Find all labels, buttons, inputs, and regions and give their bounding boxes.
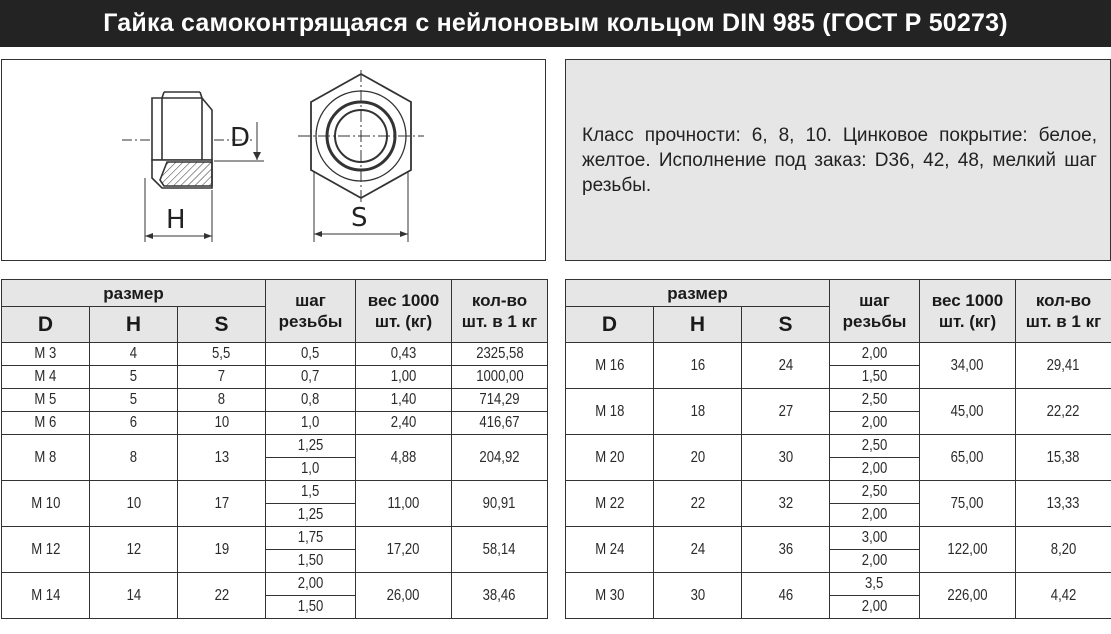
cell-d: М 6: [2, 412, 90, 435]
table-row: [566, 527, 1111, 550]
cell-s: 17: [178, 481, 266, 527]
cell-s: 22: [178, 573, 266, 619]
table-row: [2, 389, 548, 412]
count-header: кол-во шт. в 1 кг: [1016, 280, 1111, 343]
h-header: H: [654, 307, 742, 343]
cell-count: 29,41: [1016, 343, 1111, 389]
cell-weight: 4,88: [356, 435, 452, 481]
cell-weight: 122,00: [920, 527, 1016, 573]
side-view: [122, 92, 264, 242]
info-text: Класс прочности: 6, 8, 10. Цинковое покрытие: белое, желтое. Исполнение под заказ: D36, 42, 48, мелкий шаг резьбы.: [582, 125, 1097, 196]
table-row: [566, 573, 1111, 596]
cell-count: 38,46: [452, 573, 548, 619]
nut-drawing: [1, 59, 546, 261]
cell-s: 19: [178, 527, 266, 573]
cell-weight: 75,00: [920, 481, 1016, 527]
cell-weight: 26,00: [356, 573, 452, 619]
cell-count: 204,92: [452, 435, 548, 481]
cell-s: 36: [742, 527, 830, 573]
cell-pitch: 1,50: [266, 550, 356, 573]
cell-d: М 22: [566, 481, 654, 527]
cell-h: 30: [654, 573, 742, 619]
table-row: [566, 343, 1111, 366]
cell-weight: 65,00: [920, 435, 1016, 481]
spec-table-left: [1, 279, 548, 619]
cell-pitch: 2,00: [830, 550, 920, 573]
cell-d: М 3: [2, 343, 90, 366]
cell-pitch: 2,00: [830, 458, 920, 481]
pitch-header: шаг резьбы: [830, 280, 920, 343]
cell-count: 15,38: [1016, 435, 1111, 481]
cell-d: М 16: [566, 343, 654, 389]
table-row: [566, 435, 1111, 458]
cell-pitch: 0,7: [266, 366, 356, 389]
cell-s: 10: [178, 412, 266, 435]
spec-table-right: [565, 279, 1111, 619]
cell-h: 20: [654, 435, 742, 481]
cell-weight: 1,40: [356, 389, 452, 412]
cell-count: 13,33: [1016, 481, 1111, 527]
table-row: [2, 573, 548, 596]
table-row: [566, 389, 1111, 412]
cell-count: 8,20: [1016, 527, 1111, 573]
cell-s: 7: [178, 366, 266, 389]
cell-pitch: 2,00: [830, 596, 920, 619]
cell-s: 32: [742, 481, 830, 527]
table-header: [566, 280, 1111, 343]
weight-header: вес 1000 шт. (кг): [920, 280, 1016, 343]
size-header: размер: [2, 280, 266, 307]
cell-d: М 5: [2, 389, 90, 412]
size-header: размер: [566, 280, 830, 307]
table-row: [2, 366, 548, 389]
table-row: [2, 435, 548, 458]
cell-d: М 12: [2, 527, 90, 573]
table-row: [2, 412, 548, 435]
cell-s: 8: [178, 389, 266, 412]
cell-h: 8: [90, 435, 178, 481]
count-header: кол-во шт. в 1 кг: [452, 280, 548, 343]
table-body: [2, 343, 548, 619]
cell-weight: 45,00: [920, 389, 1016, 435]
cell-pitch: 0,5: [266, 343, 356, 366]
cell-d: М 8: [2, 435, 90, 481]
cell-h: 16: [654, 343, 742, 389]
label-h: H: [166, 205, 186, 235]
table-header: [2, 280, 548, 343]
table-body: [566, 343, 1111, 619]
info-panel: [565, 59, 1111, 261]
cell-pitch: 2,00: [830, 343, 920, 366]
cell-weight: 0,43: [356, 343, 452, 366]
cell-pitch: 1,0: [266, 412, 356, 435]
pitch-header: шаг резьбы: [266, 280, 356, 343]
cell-h: 14: [90, 573, 178, 619]
cell-d: М 18: [566, 389, 654, 435]
cell-pitch: 2,00: [830, 412, 920, 435]
cell-h: 22: [654, 481, 742, 527]
h-header: H: [90, 307, 178, 343]
cell-s: 5,5: [178, 343, 266, 366]
table-row: [2, 527, 548, 550]
cell-pitch: 1,25: [266, 504, 356, 527]
table-row: [2, 481, 548, 504]
cell-h: 24: [654, 527, 742, 573]
cell-pitch: 0,8: [266, 389, 356, 412]
s-header: S: [178, 307, 266, 343]
cell-pitch: 2,50: [830, 435, 920, 458]
cell-d: М 24: [566, 527, 654, 573]
cell-weight: 1,00: [356, 366, 452, 389]
cell-weight: 2,40: [356, 412, 452, 435]
cell-pitch: 2,00: [266, 573, 356, 596]
d-header: D: [2, 307, 90, 343]
cell-pitch: 1,50: [830, 366, 920, 389]
cell-h: 6: [90, 412, 178, 435]
label-d: D: [230, 123, 251, 153]
cell-s: 30: [742, 435, 830, 481]
cell-weight: 11,00: [356, 481, 452, 527]
cell-d: М 20: [566, 435, 654, 481]
cell-count: 4,42: [1016, 573, 1111, 619]
cell-h: 5: [90, 366, 178, 389]
cell-h: 18: [654, 389, 742, 435]
cell-pitch: 1,75: [266, 527, 356, 550]
cell-s: 27: [742, 389, 830, 435]
weight-header: вес 1000 шт. (кг): [356, 280, 452, 343]
cell-h: 12: [90, 527, 178, 573]
cell-pitch: 1,50: [266, 596, 356, 619]
cell-weight: 34,00: [920, 343, 1016, 389]
table-row: [2, 343, 548, 366]
d-header: D: [566, 307, 654, 343]
cell-s: 24: [742, 343, 830, 389]
cell-pitch: 2,50: [830, 481, 920, 504]
s-header: S: [742, 307, 830, 343]
cell-pitch: 1,5: [266, 481, 356, 504]
cell-count: 1000,00: [452, 366, 548, 389]
cell-count: 416,67: [452, 412, 548, 435]
cell-weight: 226,00: [920, 573, 1016, 619]
cell-pitch: 1,0: [266, 458, 356, 481]
cell-d: М 10: [2, 481, 90, 527]
cell-count: 714,29: [452, 389, 548, 412]
cell-weight: 17,20: [356, 527, 452, 573]
cell-count: 58,14: [452, 527, 548, 573]
cell-h: 4: [90, 343, 178, 366]
cell-d: М 4: [2, 366, 90, 389]
page-title: Гайка самоконтрящаяся с нейлоновым кольцом DIN 985 (ГОСТ Р 50273): [0, 0, 1111, 47]
cell-s: 46: [742, 573, 830, 619]
cell-h: 5: [90, 389, 178, 412]
cell-h: 10: [90, 481, 178, 527]
label-s: S: [351, 203, 368, 233]
cell-pitch: 2,00: [830, 504, 920, 527]
cell-pitch: 1,25: [266, 435, 356, 458]
table-row: [566, 481, 1111, 504]
cell-count: 22,22: [1016, 389, 1111, 435]
cell-count: 90,91: [452, 481, 548, 527]
cell-pitch: 3,5: [830, 573, 920, 596]
cell-s: 13: [178, 435, 266, 481]
cell-pitch: 3,00: [830, 527, 920, 550]
cell-count: 2325,58: [452, 343, 548, 366]
cell-d: М 14: [2, 573, 90, 619]
cell-pitch: 2,50: [830, 389, 920, 412]
nut-technical-drawing: [2, 60, 545, 260]
cell-d: М 30: [566, 573, 654, 619]
